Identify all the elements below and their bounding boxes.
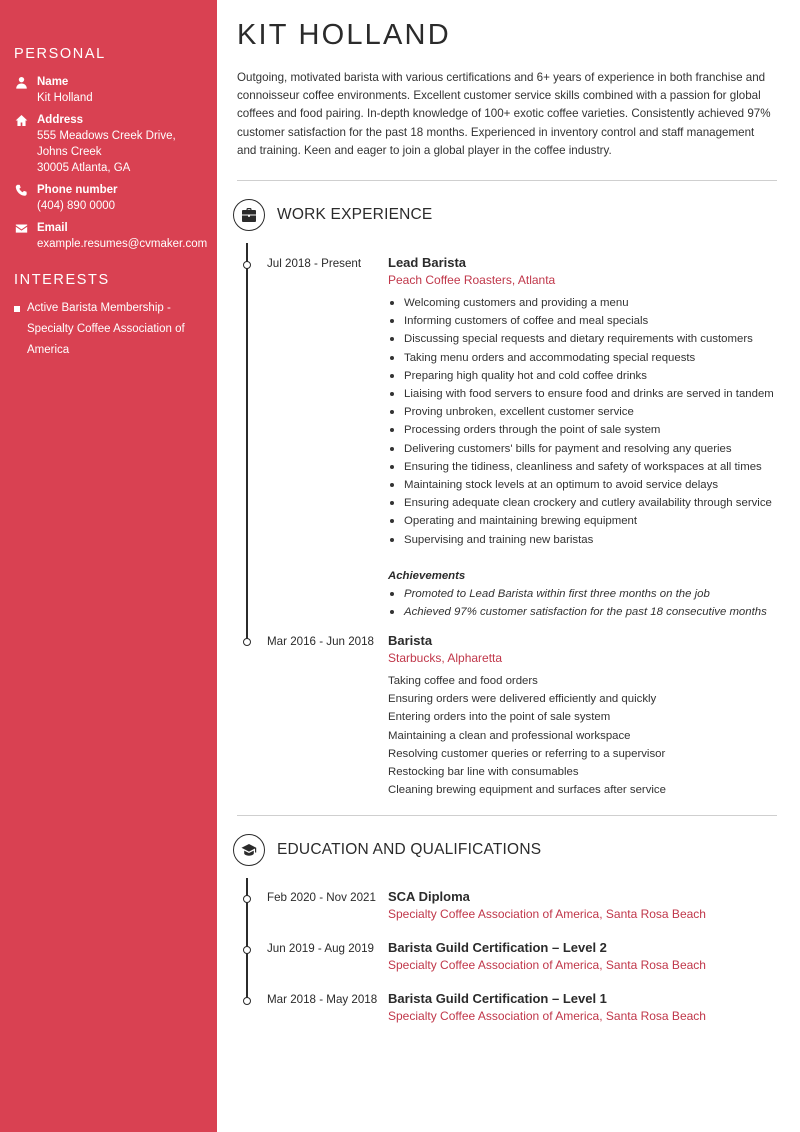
list-item: Informing customers of coffee and meal specials bbox=[388, 312, 778, 330]
education-section-title: EDUCATION AND QUALIFICATIONS bbox=[277, 841, 542, 858]
list-item: Ensuring the tidiness, cleanliness and safety of workspaces at all times bbox=[388, 458, 778, 476]
list-item: Processing orders through the point of sale system bbox=[388, 421, 778, 439]
list-item: Proving unbroken, excellent customer service bbox=[388, 403, 778, 421]
list-item: Welcoming customers and providing a menu bbox=[388, 294, 778, 312]
job-entry bbox=[388, 632, 778, 799]
education-date: Jun 2019 - Aug 2019 bbox=[267, 942, 375, 955]
email-label: Email bbox=[37, 222, 68, 234]
mail-icon bbox=[14, 221, 28, 235]
education-date: Feb 2020 - Nov 2021 bbox=[267, 891, 376, 904]
list-item: Taking menu orders and accommodating special requests bbox=[388, 349, 778, 367]
list-item: Supervising and training new baristas bbox=[388, 531, 778, 549]
list-item: Operating and maintaining brewing equipment bbox=[388, 512, 778, 530]
education-date: Mar 2018 - May 2018 bbox=[267, 993, 378, 1006]
interest-item bbox=[14, 298, 203, 361]
job-company: Peach Coffee Roasters, Atlanta bbox=[388, 273, 556, 287]
sidebar bbox=[0, 0, 217, 1132]
job-entry bbox=[388, 254, 778, 621]
phone-value: (404) 890 0000 bbox=[37, 200, 116, 212]
list-item: Taking coffee and food orders bbox=[388, 675, 538, 687]
list-item: Maintaining a clean and professional workspace bbox=[388, 729, 631, 742]
achievements-list bbox=[388, 585, 778, 621]
list-item: Preparing high quality hot and cold coffee drinks bbox=[388, 367, 778, 385]
education-org: Specialty Coffee Association of America, Santa Rosa Beach bbox=[388, 907, 706, 921]
list-item: Delivering customers' bills for payment and resolving any queries bbox=[388, 440, 778, 458]
education-title: Barista Guild Certification – Level 2 bbox=[388, 940, 607, 955]
job-date: Jul 2018 - Present bbox=[267, 257, 362, 270]
education-entry bbox=[388, 888, 778, 923]
graduation-cap-icon bbox=[233, 834, 265, 866]
address-label: Address bbox=[37, 114, 84, 126]
job-date: Mar 2016 - Jun 2018 bbox=[267, 635, 374, 648]
education-org: Specialty Coffee Association of America, Santa Rosa Beach bbox=[388, 1009, 706, 1023]
page-title: KIT HOLLAND bbox=[237, 19, 451, 51]
timeline-dot bbox=[243, 895, 251, 903]
job-role: Barista bbox=[388, 633, 433, 648]
education-title: SCA Diploma bbox=[388, 889, 470, 904]
interests-heading: INTERESTS bbox=[14, 272, 110, 288]
timeline-dot bbox=[243, 946, 251, 954]
list-item: Achieved 97% customer satisfaction for the past 18 consecutive months bbox=[388, 603, 778, 621]
list-item: Cleaning brewing equipment and surfaces after service bbox=[388, 784, 666, 797]
job-duties bbox=[388, 294, 778, 549]
summary: Outgoing, motivated barista with various certifications and 6+ years of experience in both franchise and connoisseur coffee environments. Excellent customer service skills combined with a passion for global coffees and food pairing. In-depth knowledge of 100+ exotic coffee varieties. Consistently achieved 97% customer satisfaction for the past 18 months. Experienced in inventory control and staff management and training. Keen and eager to join a global player in the coffee industry. bbox=[237, 71, 771, 157]
job-duties bbox=[388, 672, 778, 799]
work-section-header bbox=[233, 199, 432, 231]
list-item: Maintaining stock levels at an optimum to avoid service delays bbox=[388, 476, 778, 494]
list-item: Entering orders into the point of sale system bbox=[388, 711, 611, 724]
email-value: example.resumes@cvmaker.com bbox=[37, 238, 208, 250]
timeline-dot bbox=[243, 638, 251, 646]
list-item: Liaising with food servers to ensure food and drinks are served in tandem bbox=[388, 385, 778, 403]
list-item: Restocking bar line with consumables bbox=[388, 766, 579, 779]
personal-phone bbox=[14, 182, 203, 214]
list-item: Discussing special requests and dietary requirements with customers bbox=[388, 330, 778, 348]
list-item: Resolving customer queries or referring to a supervisor bbox=[388, 747, 666, 760]
job-company: Starbucks, Alpharetta bbox=[388, 651, 503, 665]
name-label: Name bbox=[37, 76, 69, 88]
phone-icon bbox=[14, 183, 28, 197]
list-item: Ensuring orders were delivered efficiently and quickly bbox=[388, 693, 657, 706]
personal-address bbox=[14, 112, 203, 176]
personal-name bbox=[14, 74, 203, 106]
list-item: Ensuring adequate clean crockery and cutlery availability through service bbox=[388, 494, 778, 512]
home-icon bbox=[14, 113, 28, 127]
work-timeline bbox=[246, 243, 248, 644]
interest-text: Active Barista Membership - Specialty Coffee Association of America bbox=[27, 302, 185, 356]
education-entry bbox=[388, 939, 778, 974]
personal-heading: PERSONAL bbox=[14, 46, 106, 62]
timeline-dot bbox=[243, 997, 251, 1005]
list-item: Promoted to Lead Barista within first three months on the job bbox=[388, 585, 778, 603]
education-entry bbox=[388, 990, 778, 1025]
achievements-title: Achievements bbox=[388, 569, 466, 582]
timeline-dot bbox=[243, 261, 251, 269]
job-role: Lead Barista bbox=[388, 255, 467, 270]
briefcase-icon bbox=[233, 199, 265, 231]
education-section-header bbox=[233, 834, 541, 866]
phone-label: Phone number bbox=[37, 184, 118, 196]
person-icon bbox=[14, 75, 28, 89]
name-value: Kit Holland bbox=[37, 92, 93, 104]
divider bbox=[237, 180, 777, 181]
education-title: Barista Guild Certification – Level 1 bbox=[388, 991, 607, 1006]
work-section-title: WORK EXPERIENCE bbox=[277, 206, 433, 223]
divider bbox=[237, 815, 777, 816]
personal-email bbox=[14, 220, 208, 252]
address-value: 555 Meadows Creek Drive, Johns Creek 30005 Atlanta, GA bbox=[37, 130, 176, 174]
education-org: Specialty Coffee Association of America, Santa Rosa Beach bbox=[388, 958, 706, 972]
bullet-icon bbox=[14, 306, 20, 312]
